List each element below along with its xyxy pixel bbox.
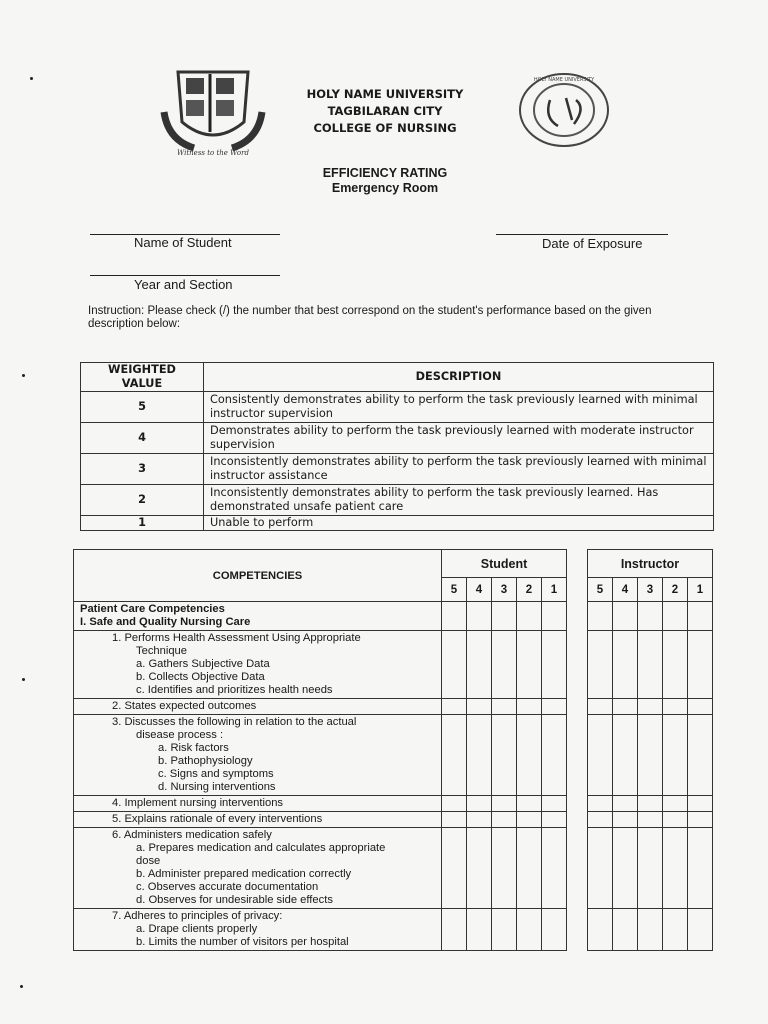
name-label: Name of Student [134, 235, 232, 250]
student-rating-cell-3[interactable] [492, 828, 517, 909]
instructor-rating-cell-4[interactable] [613, 602, 638, 631]
student-rating-cell-4[interactable] [467, 812, 492, 828]
instructor-rating-cell-4[interactable] [613, 699, 638, 715]
instructor-rating-cell-5[interactable] [588, 909, 613, 951]
date-label: Date of Exposure [542, 236, 643, 251]
instructor-rating-cell-3[interactable] [638, 812, 663, 828]
student-rating-cell-2[interactable] [517, 602, 542, 631]
year-section-line[interactable] [90, 275, 280, 276]
seal-motto: Witness to the Word [177, 149, 249, 157]
year-label: Year and Section [134, 277, 233, 292]
column-gap [567, 699, 588, 715]
competency-description [74, 796, 442, 812]
competency-description [74, 699, 442, 715]
competency-line: b. Pathophysiology [158, 755, 253, 767]
competency-line: a. Prepares medication and calculates appropriate [136, 842, 386, 854]
competency-row [74, 631, 713, 699]
student-rating-cell-4[interactable] [467, 602, 492, 631]
competency-line: 2. States expected outcomes [112, 700, 257, 712]
instructor-rating-cell-5[interactable] [588, 828, 613, 909]
scan-speck [20, 985, 23, 988]
competency-line: 3. Discusses the following in relation to the actual [112, 716, 357, 728]
student-scale-5: 5 [442, 578, 467, 602]
student-rating-cell-5[interactable] [442, 602, 467, 631]
competency-line: 6. Administers medication safely [112, 829, 272, 841]
competency-row [74, 715, 713, 796]
instructor-rating-cell-3[interactable] [638, 631, 663, 699]
university-seal-logo [158, 62, 268, 158]
weight-desc: Inconsistently demonstrates ability to perform the task previously learned. Has demonstrated unsafe patient care [204, 485, 714, 516]
column-gap [567, 631, 588, 699]
instructor-rating-cell-1[interactable] [688, 909, 713, 951]
weight-value: 2 [81, 485, 204, 516]
instructor-scale-4: 4 [613, 578, 638, 602]
instructor-rating-cell-5[interactable] [588, 715, 613, 796]
scan-speck [30, 77, 33, 80]
column-gap [567, 602, 588, 631]
competency-description [74, 631, 442, 699]
student-rating-cell-1[interactable] [542, 909, 567, 951]
student-rating-cell-4[interactable] [467, 828, 492, 909]
student-rating-cell-2[interactable] [517, 909, 542, 951]
instructor-rating-cell-4[interactable] [613, 812, 638, 828]
instructor-rating-cell-5[interactable] [588, 602, 613, 631]
instructor-rating-cell-1[interactable] [688, 715, 713, 796]
date-exposure-line[interactable] [496, 234, 668, 235]
student-rating-cell-1[interactable] [542, 631, 567, 699]
competency-line: a. Risk factors [158, 742, 229, 754]
scan-speck [22, 374, 25, 377]
competency-line: b. Collects Objective Data [136, 671, 265, 683]
weight-desc: Unable to perform [204, 516, 714, 531]
instructor-rating-cell-3[interactable] [638, 715, 663, 796]
competency-line: c. Signs and symptoms [158, 768, 274, 780]
column-gap [567, 715, 588, 796]
student-rating-cell-3[interactable] [492, 631, 517, 699]
competency-line: b. Limits the number of visitors per hospital [136, 936, 349, 948]
competency-line: Technique [136, 645, 188, 657]
instructor-rating-cell-2[interactable] [663, 699, 688, 715]
instructor-rating-cell-2[interactable] [663, 796, 688, 812]
weight-value: 4 [81, 423, 204, 454]
student-scale-4: 4 [467, 578, 492, 602]
instructor-rating-cell-3[interactable] [638, 828, 663, 909]
instructor-rating-cell-1[interactable] [688, 631, 713, 699]
section-subtitle-text: I. Safe and Quality Nursing Care [80, 616, 251, 628]
student-rating-cell-3[interactable] [492, 796, 517, 812]
instructor-scale-5: 5 [588, 578, 613, 602]
student-rating-cell-2[interactable] [517, 796, 542, 812]
instructor-rating-cell-5[interactable] [588, 699, 613, 715]
college-seal-logo [514, 70, 614, 152]
student-rating-cell-4[interactable] [467, 631, 492, 699]
student-rating-cell-5[interactable] [442, 796, 467, 812]
competency-line: 5. Explains rationale of every interventions [112, 813, 323, 825]
instructor-rating-cell-3[interactable] [638, 796, 663, 812]
competency-line: 7. Adheres to principles of privacy: [112, 910, 283, 922]
section-title-text: Patient Care Competencies [80, 603, 225, 615]
weight-desc: Demonstrates ability to perform the task previously learned with moderate instructor supervision [204, 423, 714, 454]
student-scale-2: 2 [517, 578, 542, 602]
competency-line: d. Nursing interventions [158, 781, 276, 793]
column-gap [567, 550, 588, 602]
competency-row [74, 828, 713, 909]
instructor-rating-cell-2[interactable] [663, 812, 688, 828]
competency-line: d. Observes for undesirable side effects [136, 894, 333, 906]
competency-line: disease process : [136, 729, 224, 741]
instructor-rating-cell-1[interactable] [688, 796, 713, 812]
instruction-text: Instruction: Please check (/) the number that best correspond on the student's performance based on the given description below: [88, 305, 652, 330]
student-rating-cell-2[interactable] [517, 715, 542, 796]
form-title: EFFICIENCY RATING [322, 166, 448, 180]
description-header: DESCRIPTION [204, 363, 714, 392]
column-gap [567, 812, 588, 828]
student-rating-cell-1[interactable] [542, 828, 567, 909]
weighted-value-table [80, 362, 714, 531]
student-rating-cell-1[interactable] [542, 602, 567, 631]
college-name: COLLEGE OF NURSING [313, 121, 457, 135]
competency-line: 4. Implement nursing interventions [112, 797, 284, 809]
student-rating-cell-3[interactable] [492, 909, 517, 951]
competency-row [74, 796, 713, 812]
city-name: TAGBILARAN CITY [327, 104, 443, 118]
student-rating-cell-4[interactable] [467, 909, 492, 951]
instructor-scale-3: 3 [638, 578, 663, 602]
competency-row [74, 699, 713, 715]
instructor-rating-cell-3[interactable] [638, 699, 663, 715]
student-rating-cell-3[interactable] [492, 602, 517, 631]
competency-line: c. Observes accurate documentation [136, 881, 319, 893]
instructor-rating-cell-5[interactable] [588, 631, 613, 699]
student-rating-cell-2[interactable] [517, 828, 542, 909]
competencies-header: COMPETENCIES [74, 550, 442, 602]
seal-ring-text: HOLY NAME UNIVERSITY [533, 77, 595, 83]
instructor-rating-cell-5[interactable] [588, 812, 613, 828]
student-rating-cell-5[interactable] [442, 699, 467, 715]
instructor-rating-cell-3[interactable] [638, 602, 663, 631]
competency-line: a. Gathers Subjective Data [136, 658, 270, 670]
competency-description [74, 812, 442, 828]
university-name: HOLY NAME UNIVERSITY [306, 87, 464, 101]
student-scale-3: 3 [492, 578, 517, 602]
student-rating-cell-4[interactable] [467, 796, 492, 812]
student-rating-cell-3[interactable] [492, 699, 517, 715]
student-rating-cell-5[interactable] [442, 812, 467, 828]
weight-desc: Consistently demonstrates ability to perform the task previously learned with minimal instructor supervision [204, 392, 714, 423]
weight-value: 5 [81, 392, 204, 423]
form-subtitle: Emergency Room [331, 181, 439, 195]
instructor-rating-cell-3[interactable] [638, 909, 663, 951]
instructor-rating-cell-2[interactable] [663, 631, 688, 699]
student-rating-cell-3[interactable] [492, 715, 517, 796]
instructor-rating-cell-1[interactable] [688, 828, 713, 909]
student-header: Student [442, 550, 567, 578]
instructor-rating-cell-4[interactable] [613, 631, 638, 699]
instructor-rating-cell-1[interactable] [688, 699, 713, 715]
column-gap [567, 828, 588, 909]
instructor-rating-cell-4[interactable] [613, 828, 638, 909]
weight-desc: Inconsistently demonstrates ability to perform the task previously learned with minimal instructor assistance [204, 454, 714, 485]
weight-value: 3 [81, 454, 204, 485]
instructor-rating-cell-2[interactable] [663, 909, 688, 951]
student-rating-cell-1[interactable] [542, 796, 567, 812]
student-rating-cell-5[interactable] [442, 631, 467, 699]
competency-row [74, 909, 713, 951]
competency-line: dose [136, 855, 161, 867]
student-rating-cell-2[interactable] [517, 631, 542, 699]
instructor-rating-cell-5[interactable] [588, 796, 613, 812]
instructor-rating-cell-2[interactable] [663, 715, 688, 796]
student-rating-cell-5[interactable] [442, 715, 467, 796]
student-rating-cell-2[interactable] [517, 699, 542, 715]
instructor-scale-2: 2 [663, 578, 688, 602]
student-rating-cell-1[interactable] [542, 715, 567, 796]
competency-description [74, 828, 442, 909]
competency-line: c. Identifies and prioritizes health needs [136, 684, 333, 696]
student-rating-cell-4[interactable] [467, 699, 492, 715]
student-rating-cell-4[interactable] [467, 715, 492, 796]
instructor-rating-cell-4[interactable] [613, 715, 638, 796]
instructor-scale-1: 1 [688, 578, 713, 602]
instructor-rating-cell-2[interactable] [663, 828, 688, 909]
competency-line: 1. Performs Health Assessment Using Appropriate [112, 632, 361, 644]
section-title [74, 602, 442, 631]
student-scale-1: 1 [542, 578, 567, 602]
scan-speck [22, 678, 25, 681]
competency-line: a. Drape clients properly [136, 923, 258, 935]
weight-value: 1 [81, 516, 204, 531]
competency-line: b. Administer prepared medication correctly [136, 868, 352, 880]
instructor-rating-cell-1[interactable] [688, 602, 713, 631]
instructor-rating-cell-1[interactable] [688, 812, 713, 828]
competency-description [74, 715, 442, 796]
student-rating-cell-5[interactable] [442, 909, 467, 951]
student-rating-cell-3[interactable] [492, 812, 517, 828]
student-rating-cell-5[interactable] [442, 828, 467, 909]
instructor-rating-cell-4[interactable] [613, 909, 638, 951]
column-gap [567, 796, 588, 812]
instructor-rating-cell-4[interactable] [613, 796, 638, 812]
student-rating-cell-1[interactable] [542, 699, 567, 715]
column-gap [567, 909, 588, 951]
student-rating-cell-1[interactable] [542, 812, 567, 828]
competencies-table [73, 549, 713, 951]
student-rating-cell-2[interactable] [517, 812, 542, 828]
competency-row [74, 812, 713, 828]
instructor-header: Instructor [588, 550, 713, 578]
competency-description [74, 909, 442, 951]
instructor-rating-cell-2[interactable] [663, 602, 688, 631]
weighted-value-header: WEIGHTED VALUE [81, 363, 204, 392]
